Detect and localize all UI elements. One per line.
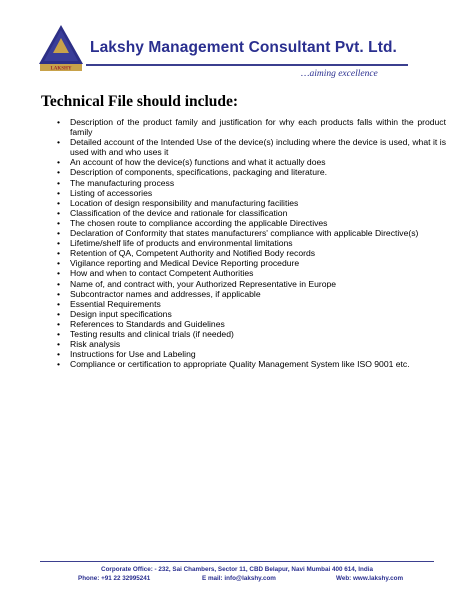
- list-item: • Vigilance reporting and Medical Device Reporting procedure: [56, 258, 446, 268]
- list-item: • Design input specifications: [56, 309, 446, 319]
- list-item: • Retention of QA, Competent Authority and Notified Body records: [56, 248, 446, 258]
- footer-email: E mail: info@lakshy.com: [202, 575, 276, 582]
- footer-web: Web: www.lakshy.com: [336, 575, 404, 582]
- requirements-list: [56, 117, 446, 369]
- footer-phone: Phone: +91 22 32995241: [78, 575, 151, 582]
- list-item: • Detailed account of the Intended Use of the device(s) including where the device is used, what it is used with and who uses it: [56, 137, 446, 157]
- lakshy-logo: [38, 24, 84, 72]
- list-item: • Location of design responsibility and manufacturing facilities: [56, 198, 446, 208]
- list-item: • Listing of accessories: [56, 188, 446, 198]
- list-item: • The manufacturing process: [56, 178, 446, 188]
- page-heading: Technical File should include:: [41, 93, 239, 110]
- list-item: • Lifetime/shelf life of products and environmental limitations: [56, 238, 446, 248]
- footer-rule: [40, 561, 434, 562]
- list-item: • Risk analysis: [56, 339, 446, 349]
- footer: [40, 565, 434, 583]
- letterhead: [0, 0, 474, 95]
- footer-office-address: Corporate Office: - 232, Sai Chambers, Sector 11, CBD Belapur, Navi Mumbai 400 614, India: [101, 566, 373, 573]
- list-item: • Description of components, specifications, packaging and literature.: [56, 167, 446, 177]
- list-item: • Classification of the device and rationale for classification: [56, 208, 446, 218]
- list-item: • Instructions for Use and Labeling: [56, 349, 446, 359]
- tagline: …aiming excellence: [301, 69, 378, 79]
- list-item: • Name of, and contract with, your Authorized Representative in Europe: [56, 279, 446, 289]
- list-item: • An account of how the device(s) functions and what it actually does: [56, 157, 446, 167]
- list-item: • Compliance or certification to appropriate Quality Management System like ISO 9001 etc.: [56, 359, 446, 369]
- company-name: Lakshy Management Consultant Pvt. Ltd.: [90, 39, 397, 56]
- logo-text: LAKSHY: [50, 66, 72, 72]
- footer-contacts: [40, 574, 434, 583]
- header-rule: [86, 64, 408, 66]
- list-item: • Subcontractor names and addresses, if applicable: [56, 289, 446, 299]
- list-item: • Essential Requirements: [56, 299, 446, 309]
- list-item: • Declaration of Conformity that states manufacturers' compliance with applicable Directive(s): [56, 228, 446, 238]
- list-item: • Description of the product family and justification for why each products falls within the product family: [56, 117, 446, 137]
- list-item: • The chosen route to compliance according the applicable Directives: [56, 218, 446, 228]
- list-item: • References to Standards and Guidelines: [56, 319, 446, 329]
- list-item: • How and when to contact Competent Authorities: [56, 268, 446, 278]
- list-item: • Testing results and clinical trials (if needed): [56, 329, 446, 339]
